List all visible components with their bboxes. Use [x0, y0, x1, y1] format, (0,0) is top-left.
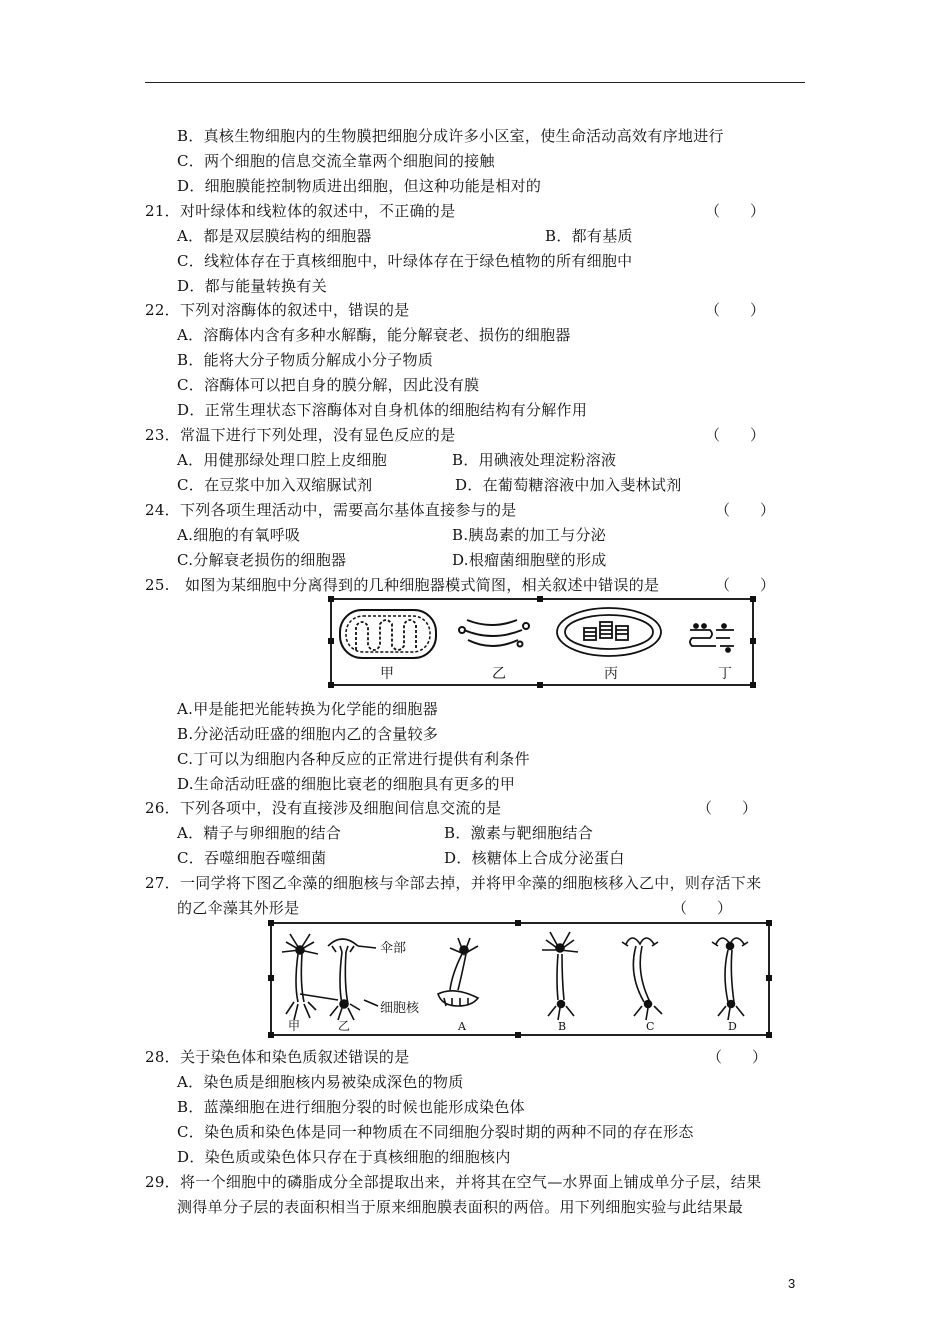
q26-answer-blank: （ ） [697, 799, 758, 817]
q25-answer-blank: （ ） [715, 576, 776, 594]
resize-handle [766, 1032, 772, 1038]
q20-option-c: C．两个细胞的信息交流全靠两个细胞间的接触 [177, 152, 495, 170]
q22-option-c: C．溶酶体可以把自身的膜分解，因此没有膜 [177, 376, 480, 394]
fig-label-ding: 丁 [718, 666, 732, 682]
fig-label-bing: 丙 [604, 666, 618, 682]
fig-label-b: B [558, 1020, 567, 1033]
resize-handle [515, 920, 521, 926]
resize-handle [766, 920, 772, 926]
fig-label-jia: 甲 [380, 666, 394, 682]
q24-option-a: A.细胞的有氧呼吸 [177, 526, 301, 544]
q21-answer-blank: （ ） [705, 202, 766, 220]
resize-handle [766, 975, 772, 981]
q24-stem: 24．下列各项生理活动中，需要高尔基体直接参与的是 [145, 501, 517, 519]
q29-stem-line1: 29．将一个细胞中的磷脂成分全部提取出来，并将其在空气—水界面上铺成单分子层，结果 [145, 1173, 762, 1191]
fig-label-d: D [728, 1020, 737, 1033]
q22-stem: 22．下列对溶酶体的叙述中，错误的是 [145, 301, 410, 319]
q28-answer-blank: （ ） [707, 1048, 768, 1066]
q22-option-a: A．溶酶体内含有多种水解酶，能分解衰老、损伤的细胞器 [177, 326, 571, 344]
resize-handle [268, 1032, 274, 1038]
q23-option-d: D．在葡萄糖溶液中加入斐林试剂 [455, 476, 682, 494]
q26-stem: 26．下列各项中，没有直接涉及细胞间信息交流的是 [145, 799, 502, 817]
q27-stem-line2: 的乙伞藻其外形是 [177, 899, 300, 917]
resize-handle [328, 596, 334, 602]
resize-handle [537, 596, 543, 602]
q25-option-a: A.甲是能把光能转换为化学能的细胞器 [177, 700, 439, 718]
mitochondrion-drawing [340, 610, 436, 658]
q24-option-b: B.胰岛素的加工与分泌 [452, 526, 607, 544]
q21-option-c: C．线粒体存在于真核细胞中，叶绿体存在于绿色植物的所有细胞中 [177, 252, 633, 270]
q22-option-d: D．正常生理状态下溶酶体对自身机体的细胞结构有分解作用 [177, 401, 588, 419]
q25-option-c: C.丁可以为细胞内各种反应的正常进行提供有利条件 [177, 750, 530, 768]
fig-label-a: A [458, 1020, 466, 1033]
fig-label-c: C [646, 1020, 655, 1033]
q20-option-d: D．细胞膜能控制物质进出细胞，但这种功能是相对的 [177, 177, 542, 195]
page-number: 3 [788, 1276, 796, 1291]
header-rule [145, 82, 805, 83]
q27-answer-blank: （ ） [672, 899, 733, 917]
alga-d-drawing [712, 938, 748, 1020]
q28-option-d: D．染色质或染色体只存在于真核细胞的细胞核内 [177, 1148, 511, 1166]
q25-option-d: D.生命活动旺盛的细胞比衰老的细胞具有更多的甲 [177, 775, 516, 793]
q28-option-b: B．蓝藻细胞在进行细胞分裂的时候也能形成染色体 [177, 1098, 525, 1116]
alga-c-drawing [622, 938, 662, 1020]
q25-stem: 25. 如图为某细胞中分离得到的几种细胞器模式简图，相关叙述中错误的是 [145, 576, 660, 594]
q23-option-b: B．用碘液处理淀粉溶液 [452, 451, 617, 469]
q21-option-d: D．都与能量转换有关 [177, 277, 328, 295]
q28-option-a: A．染色质是细胞核内易被染成深色的物质 [177, 1073, 464, 1091]
q22-option-b: B．能将大分子物质分解成小分子物质 [177, 351, 434, 369]
q24-answer-blank: （ ） [715, 501, 776, 519]
alga-yi-drawing [300, 939, 378, 1020]
q21-option-a: A．都是双层膜结构的细胞器 [177, 227, 372, 245]
q26-option-a: A．精子与卵细胞的结合 [177, 824, 342, 842]
q24-option-d: D.根瘤菌细胞壁的形成 [452, 551, 607, 569]
acetabularia-diagram [272, 924, 768, 1034]
alga-a-drawing [438, 938, 478, 1006]
q28-stem: 28．关于染色体和染色质叙述错误的是 [145, 1048, 410, 1066]
cap-label: 伞部 [380, 941, 407, 956]
golgi-drawing [459, 620, 529, 647]
q25-option-b: B.分泌活动旺盛的细胞内乙的含量较多 [177, 725, 439, 743]
resize-handle [750, 682, 756, 688]
resize-handle [750, 596, 756, 602]
resize-handle [328, 638, 334, 644]
resize-handle [268, 920, 274, 926]
q26-option-b: B．激素与靶细胞结合 [444, 824, 594, 842]
q23-option-c: C．在豆浆中加入双缩脲试剂 [177, 476, 373, 494]
q27-stem-line1: 27．一同学将下图乙伞藻的细胞核与伞部去掉，并将甲伞藻的细胞核移入乙中，则存活下来 [145, 874, 762, 892]
q28-option-c: C．染色质和染色体是同一种物质在不同细胞分裂时期的两种不同的存在形态 [177, 1123, 694, 1141]
q24-option-c: C.分解衰老损伤的细胞器 [177, 551, 347, 569]
alga-jia-drawing [282, 934, 318, 1020]
q20-option-b: B．真核生物细胞内的生物膜把细胞分成许多小区室，使生命活动高效有序地进行 [177, 127, 724, 145]
organelle-diagram [332, 600, 752, 684]
er-drawing [690, 624, 734, 652]
fig-label-yi-alga: 乙 [338, 1019, 351, 1033]
resize-handle [750, 638, 756, 644]
q22-answer-blank: （ ） [705, 301, 766, 319]
organelle-figure [330, 598, 754, 686]
q29-stem-line2: 测得单分子层的表面积相当于原来细胞膜表面积的两倍。用下列细胞实验与此结果最 [177, 1198, 744, 1216]
acetabularia-figure [270, 922, 770, 1036]
resize-handle [268, 975, 274, 981]
q23-answer-blank: （ ） [705, 426, 766, 444]
resize-handle [537, 682, 543, 688]
q21-option-b: B．都有基质 [545, 227, 633, 245]
q26-option-d: D．核糖体上合成分泌蛋白 [444, 849, 625, 867]
nucleus-label: 细胞核 [380, 1001, 420, 1016]
q23-option-a: A．用健那绿处理口腔上皮细胞 [177, 451, 388, 469]
q23-stem: 23．常温下进行下列处理，没有显色反应的是 [145, 426, 456, 444]
q26-option-c: C．吞噬细胞吞噬细菌 [177, 849, 327, 867]
chloroplast-drawing [557, 608, 661, 656]
resize-handle [328, 682, 334, 688]
q21-stem: 21．对叶绿体和线粒体的叙述中，不正确的是 [145, 202, 456, 220]
fig-label-yi: 乙 [492, 666, 506, 682]
resize-handle [515, 1032, 521, 1038]
alga-b-drawing [542, 932, 578, 1020]
fig-label-jia-alga: 甲 [288, 1019, 301, 1033]
